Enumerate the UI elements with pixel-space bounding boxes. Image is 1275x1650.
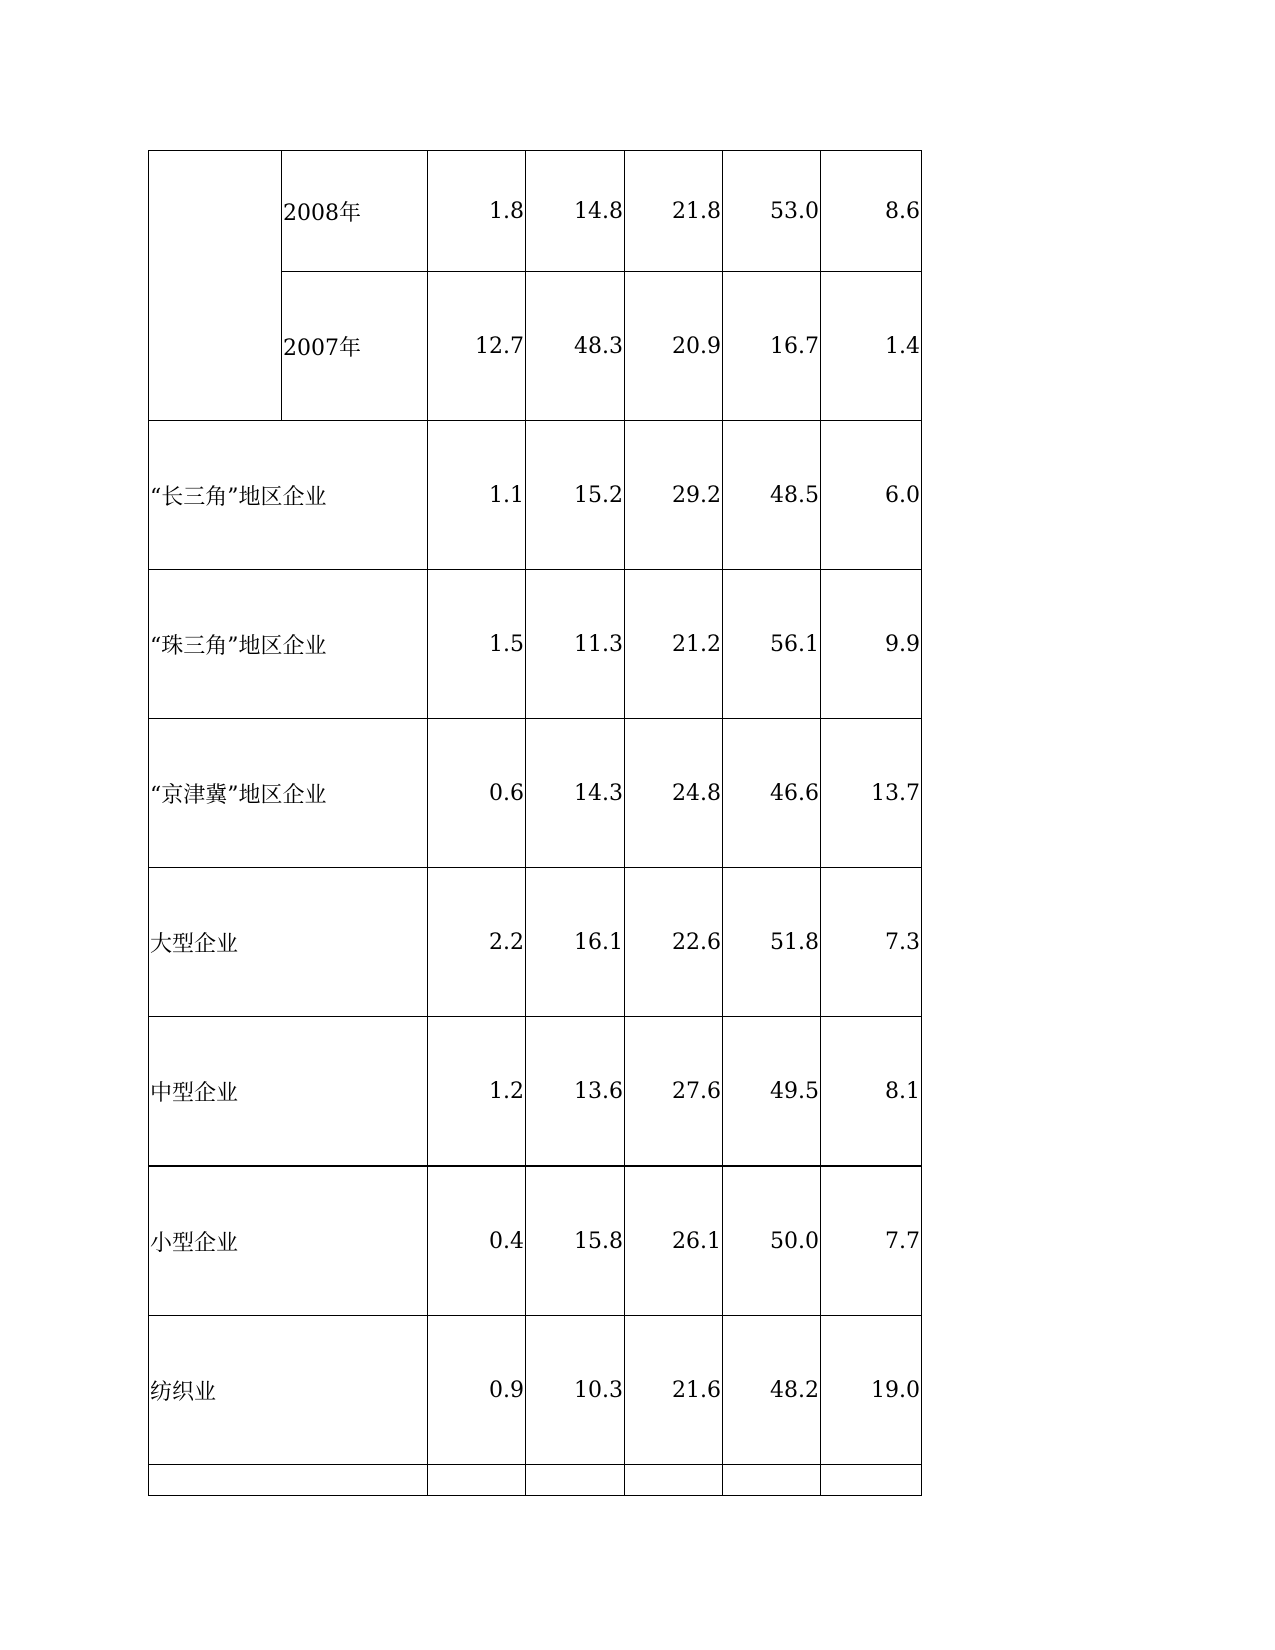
cell-value: 2.2 [428, 868, 526, 1017]
cell-value: 19.0 [821, 1316, 922, 1465]
cell-value: 8.1 [821, 1017, 922, 1167]
cell-value: 1.2 [428, 1017, 526, 1167]
cell-value: 1.8 [428, 151, 526, 272]
group-header-cell [149, 151, 282, 421]
cell-value: 48.2 [723, 1316, 821, 1465]
cell-value: 21.6 [625, 1316, 723, 1465]
row-label: 大型企业 [149, 868, 428, 1017]
cell-value: 50.0 [723, 1166, 821, 1316]
row-label: 2007年 [282, 272, 428, 421]
cell-value: 46.6 [723, 719, 821, 868]
cell-value: 24.8 [625, 719, 723, 868]
cell-value: 7.7 [821, 1166, 922, 1316]
cell-value: 21.2 [625, 570, 723, 719]
cell-value: 51.8 [723, 868, 821, 1017]
cell-value: 15.8 [526, 1166, 625, 1316]
table-row [149, 570, 922, 719]
row-label: 纺织业 [149, 1316, 428, 1465]
cell-value: 11.3 [526, 570, 625, 719]
cell-value: 0.6 [428, 719, 526, 868]
cell-value: 48.3 [526, 272, 625, 421]
row-label: 小型企业 [149, 1166, 428, 1316]
cell-value: 53.0 [723, 151, 821, 272]
cell-value: 14.8 [526, 151, 625, 272]
cell-value: 8.6 [821, 151, 922, 272]
row-label: 2008年 [282, 151, 428, 272]
empty-cell [428, 1465, 526, 1496]
row-label: 中型企业 [149, 1017, 428, 1167]
table-row [149, 1316, 922, 1465]
cell-value: 49.5 [723, 1017, 821, 1167]
data-table [148, 150, 922, 1496]
cell-value: 1.1 [428, 421, 526, 570]
row-label: “京津冀”地区企业 [149, 719, 428, 868]
cell-value: 27.6 [625, 1017, 723, 1167]
cell-value: 20.9 [625, 272, 723, 421]
empty-cell [526, 1465, 625, 1496]
cell-value: 12.7 [428, 272, 526, 421]
empty-cell [821, 1465, 922, 1496]
cell-value: 26.1 [625, 1166, 723, 1316]
table-row [149, 868, 922, 1017]
cell-value: 0.9 [428, 1316, 526, 1465]
cell-value: 9.9 [821, 570, 922, 719]
row-label: “长三角”地区企业 [149, 421, 428, 570]
cell-value: 13.6 [526, 1017, 625, 1167]
table-row-empty [149, 1465, 922, 1496]
empty-cell [625, 1465, 723, 1496]
cell-value: 0.4 [428, 1166, 526, 1316]
row-label: “珠三角”地区企业 [149, 570, 428, 719]
table-row [149, 1166, 922, 1316]
cell-value: 1.5 [428, 570, 526, 719]
cell-value: 14.3 [526, 719, 625, 868]
table-row [149, 421, 922, 570]
cell-value: 16.7 [723, 272, 821, 421]
cell-value: 10.3 [526, 1316, 625, 1465]
cell-value: 15.2 [526, 421, 625, 570]
table-row [149, 1017, 922, 1167]
cell-value: 29.2 [625, 421, 723, 570]
table-row [149, 719, 922, 868]
table-row [149, 151, 922, 272]
cell-value: 22.6 [625, 868, 723, 1017]
empty-cell [149, 1465, 428, 1496]
cell-value: 21.8 [625, 151, 723, 272]
cell-value: 1.4 [821, 272, 922, 421]
cell-value: 6.0 [821, 421, 922, 570]
cell-value: 7.3 [821, 868, 922, 1017]
cell-value: 48.5 [723, 421, 821, 570]
empty-cell [723, 1465, 821, 1496]
cell-value: 13.7 [821, 719, 922, 868]
cell-value: 16.1 [526, 868, 625, 1017]
cell-value: 56.1 [723, 570, 821, 719]
